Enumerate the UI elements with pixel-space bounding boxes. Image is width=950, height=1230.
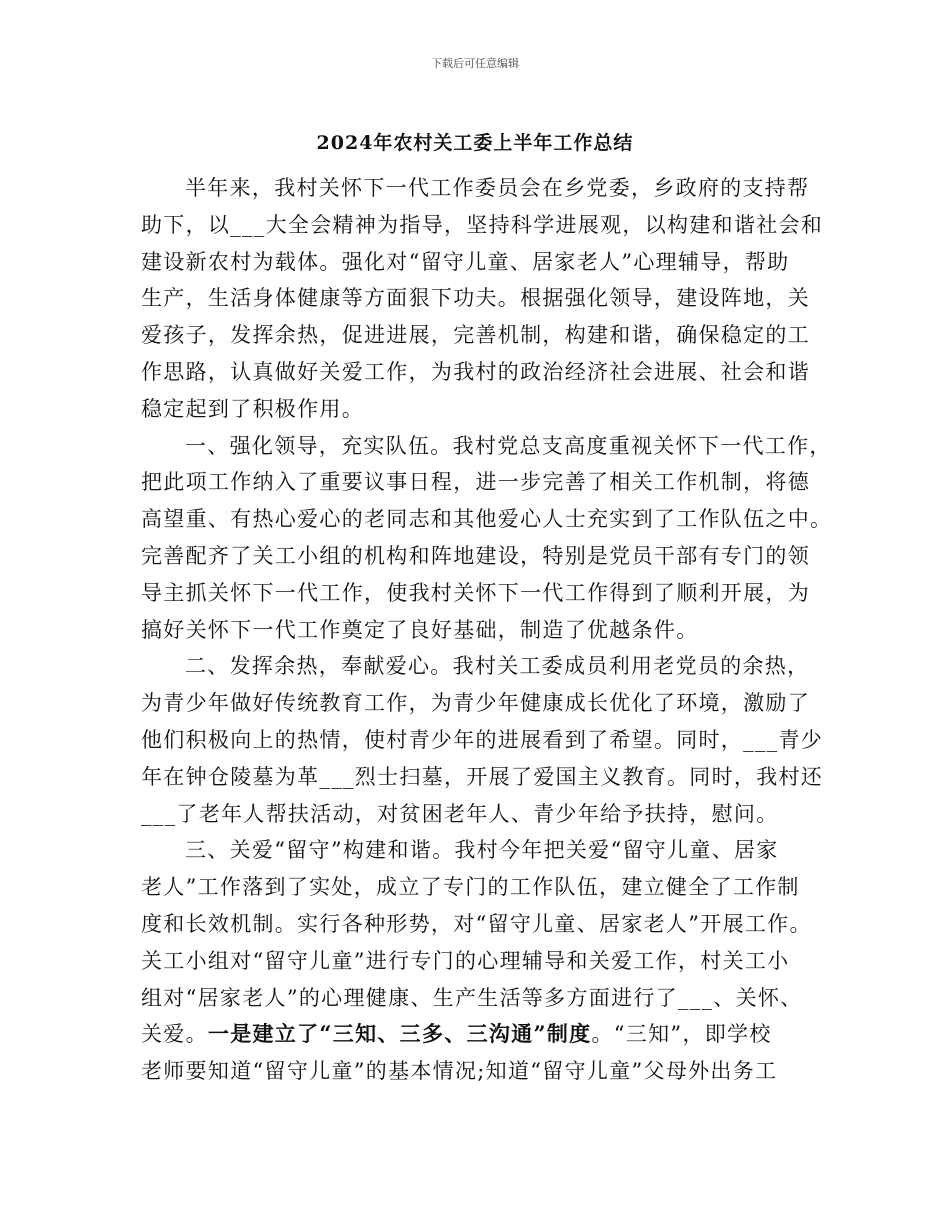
document-title: 2024年农村关工委上半年工作总结 <box>316 132 634 154</box>
paragraph-line: 为青少年做好传统教育工作，为青少年健康成长优化了环境，激励了 <box>141 691 810 716</box>
paragraph-line: 年在钟仓陵墓为革___烈士扫墓，开展了爱国主义教育。同时，我村还 <box>141 764 824 789</box>
paragraph-line: 搞好关怀下一代工作奠定了良好基础，制造了优越条件。 <box>141 617 699 642</box>
paragraph-line: 关工小组对“留守儿童”进行专门的心理辅导和关爱工作，村关工小 <box>141 948 790 973</box>
paragraph-line: 二、发挥余热，奉献爱心。我村关工委成员利用老党员的余热， <box>185 654 810 679</box>
paragraph-line: 生产，生活身体健康等方面狠下功夫。根据强化领导，建设阵地，关 <box>141 286 810 311</box>
paragraph-line: 一、强化领导，充实队伍。我村党总支高度重视关怀下一代工作， <box>185 433 832 458</box>
text-run: 关爱。 <box>141 1022 208 1047</box>
paragraph-line: 爱孩子，发挥余热，促进进展，完善机制，构建和谐，确保稳定的工 <box>141 323 810 348</box>
paragraph-line: 完善配齐了关工小组的机构和阵地建设，特别是党员干部有专门的领 <box>141 543 810 568</box>
text-run: 。“三知”，即学校 <box>591 1022 772 1047</box>
paragraph-line: 导主抓关怀下一代工作，使我村关怀下一代工作得到了顺利开展，为 <box>141 580 810 605</box>
paragraph-line: 组对“居家老人”的心理健康、生产生活等多方面进行了___、关怀、 <box>141 985 803 1010</box>
paragraph-line: 建设新农村为载体。强化对“留守儿童、居家老人”心理辅导，帮助 <box>141 249 790 274</box>
paragraph-line: 高望重、有热心爱心的老同志和其他爱心人士充实到了工作队伍之中。 <box>141 507 833 532</box>
paragraph-line: 老师要知道“留守儿童”的基本情况;知道“留守儿童”父母外出务工 <box>141 1059 778 1084</box>
header-note: 下载后可任意编辑 <box>431 57 519 70</box>
paragraph-line: 助下，以___大全会精神为指导，坚持科学进展观，以构建和谐社会和 <box>141 212 824 237</box>
paragraph-line: 作思路，认真做好关爱工作，为我村的政治经济社会进展、社会和谐 <box>141 359 810 384</box>
document-body <box>141 170 833 1090</box>
paragraph-line-mixed <box>141 1016 821 1053</box>
paragraph-line: 稳定起到了积极作用。 <box>141 396 364 421</box>
paragraph-line: 三、关爱“留守”构建和谐。我村今年把关爱“留守儿童、居家 <box>185 838 779 863</box>
bold-text-run: 一是建立了“三知、三多、三沟通”制度 <box>207 1021 592 1047</box>
paragraph-line: 他们积极向上的热情，使村青少年的进展看到了希望。同时，___青少 <box>141 727 824 752</box>
paragraph-line: 把此项工作纳入了重要议事日程，进一步完善了相关工作机制，将德 <box>141 470 810 495</box>
paragraph-line: ___了老年人帮扶活动，对贫困老年人、青少年给予扶持，慰问。 <box>141 801 779 826</box>
paragraph-line: 半年来，我村关怀下一代工作委员会在乡党委，乡政府的支持帮 <box>185 176 810 200</box>
paragraph-line: 老人”工作落到了实处，成立了专门的工作队伍，建立健全了工作制 <box>141 875 800 900</box>
paragraph-line: 度和长效机制。实行各种形势，对“留守儿童、居家老人”开展工作。 <box>141 911 812 936</box>
